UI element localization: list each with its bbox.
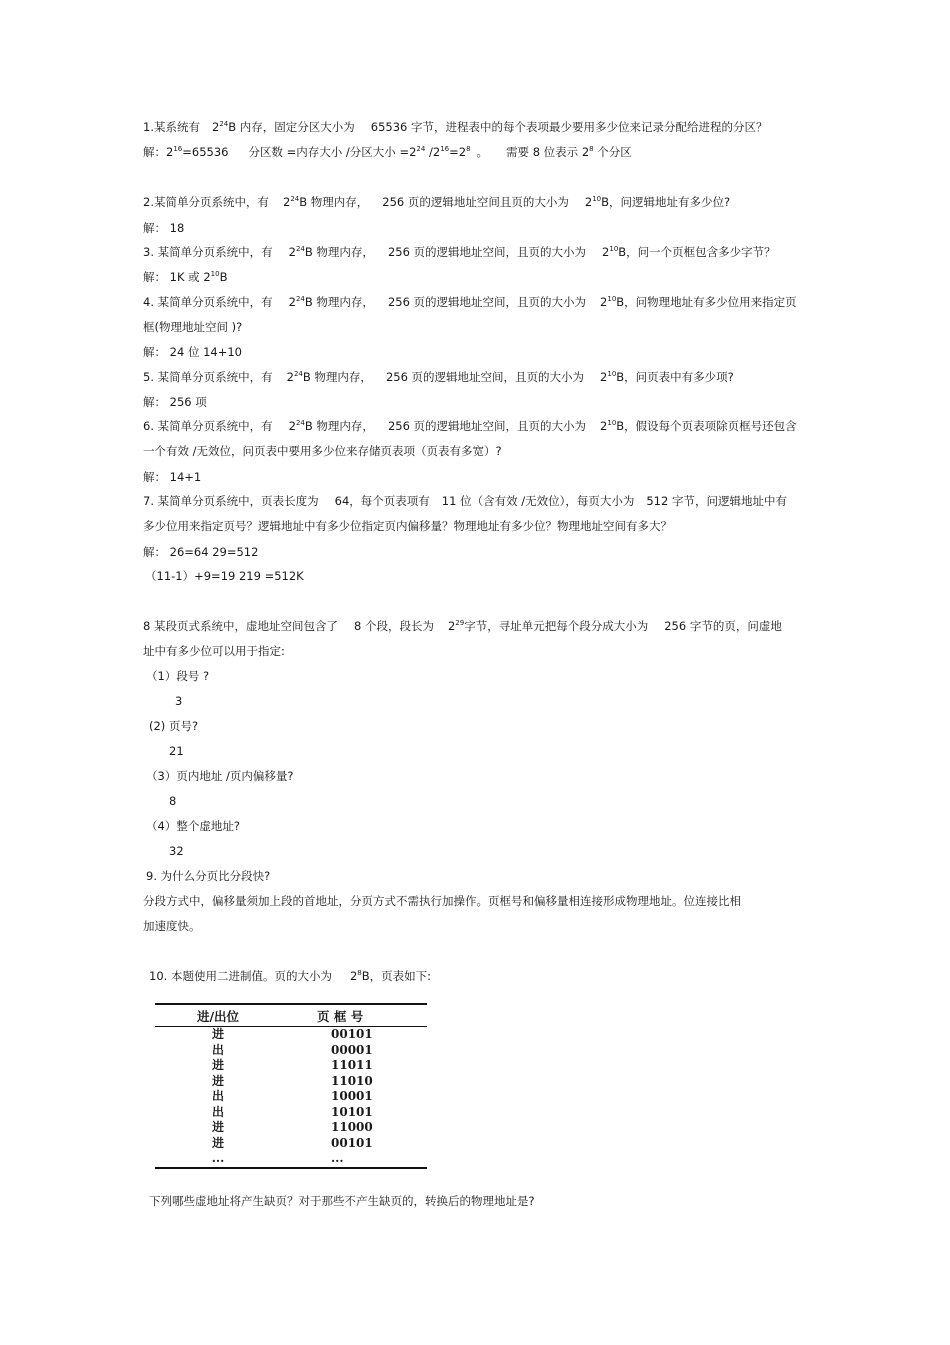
- q8-item-2-label: (2) 页号?: [149, 719, 199, 733]
- q3-answer: 解： 1K 或 $2^{10}B$: [143, 270, 228, 284]
- q7-answer-2: （11-1）+9=19 219 =512K: [145, 569, 304, 583]
- q7-question: 7. 某简单分页系统中，页表长度为 64，每个页表项有 11 位（含有效 /无效位），每页大小为 512 字节，问逻辑地址中有: [143, 494, 787, 508]
- table-cell-frame: 11000: [331, 1120, 373, 1134]
- table-row: [155, 1027, 427, 1043]
- q5-answer: 解： 256 项: [143, 395, 207, 409]
- table-cell-frame: 11010: [331, 1073, 373, 1088]
- q6-question-cont: 一个有效 /无效位，问页表中要用多少位来存储页表项（页表有多宽）?: [143, 444, 502, 458]
- table-cell-inout: 进: [211, 1027, 224, 1041]
- q1-question: 1.某系统有 $2^{24}B$ 内存，固定分区大小为 65536 字节，进程表中的每个表项最少要用多少位来记录分配给进程的分区？: [143, 120, 768, 134]
- table-row: [155, 1151, 427, 1168]
- q6-question: 6. 某简单分页系统中，有 $2^{24}B$ 物理内存， 256 页的逻辑地址空间，且页的大小为 $2^{10}B$，假设每个页表项除页框号还包含: [143, 419, 797, 433]
- q9-question: 9. 为什么分页比分段快?: [146, 869, 271, 883]
- table-cell-frame: ...: [331, 1151, 344, 1165]
- q4-question: 4. 某简单分页系统中，有 $2^{24}B$ 物理内存， 256 页的逻辑地址空间，且页的大小为 $2^{10}B$，问物理地址有多少位用来指定页: [143, 295, 797, 309]
- q10-followup: 下列哪些虚地址将产生缺页？对于那些不产生缺页的，转换后的物理地址是?: [149, 1194, 535, 1208]
- q8-item-4-label: （4）整个虚地址?: [146, 819, 240, 833]
- q7-question-cont: 多少位用来指定页号？逻辑地址中有多少位指定页内偏移量？物理地址有多少位？物理地址空间有多大？: [143, 519, 672, 533]
- page-table: [155, 1003, 427, 1169]
- q8-item-2-value: 21: [169, 744, 184, 758]
- q3-question: 3. 某简单分页系统中，有 $2^{24}B$ 物理内存， 256 页的逻辑地址空间，且页的大小为 $2^{10}B$，问一个页框包含多少字节？: [143, 245, 776, 259]
- q7-answer-1: 解： 26=64 29=512: [143, 545, 259, 559]
- table-row: [155, 1120, 427, 1136]
- table-row: [155, 1089, 427, 1105]
- table-row: [155, 1105, 427, 1121]
- table-row: [155, 1043, 427, 1059]
- table-cell-inout: 出: [211, 1089, 224, 1103]
- table-cell-inout: 进: [211, 1135, 224, 1150]
- q1-answer: 解：$2^{16}=65536$ 分区数 =内存大小 /分区大小 $=2^{24}$ $/2^{16}=2^8$ 。 需要 8 位表示 $2^8$ 个分区: [143, 145, 632, 159]
- table-cell-frame: 10001: [331, 1089, 373, 1103]
- q8-item-1-value: 3: [175, 694, 183, 708]
- q4-answer: 解： 24 位 14+10: [143, 345, 243, 359]
- q9-answer-2: 加速度快。: [143, 919, 201, 933]
- table-cell-inout: 进: [211, 1073, 224, 1088]
- q8-item-3-label: （3）页内地址 /页内偏移量?: [146, 769, 294, 783]
- q8-item-3-value: 8: [169, 794, 177, 808]
- q2-question: 2.某简单分页系统中，有 $2^{24}B$ 物理内存， 256 页的逻辑地址空间且页的大小为 $2^{10}B$，问逻辑地址有多少位?: [143, 195, 731, 209]
- table-cell-frame: 10101: [331, 1104, 373, 1119]
- page-table-header-frame: 页 框 号: [317, 1009, 364, 1024]
- q8-question: 8 某段页式系统中，虚地址空间包含了 8 个段，段长为 $2^{29}$字节，寻址单元把每个段分成大小为 256 字节的页，问虚地: [143, 619, 782, 633]
- table-row: [155, 1058, 427, 1074]
- q9-answer-1: 分段方式中，偏移量须加上段的首地址，分页方式不需执行加操作。页框号和偏移量相连接形成物理地址。位连接比相: [143, 894, 741, 908]
- q8-item-1-label: （1）段号 ?: [146, 669, 210, 683]
- table-cell-inout: 进: [211, 1120, 224, 1134]
- q8-question-cont: 址中有多少位可以用于指定:: [143, 644, 285, 658]
- page-table-figure: [155, 1003, 427, 1175]
- table-row: [155, 1136, 427, 1152]
- table-cell-frame: 00101: [331, 1135, 373, 1150]
- q5-question: 5. 某简单分页系统中，有 $2^{24}B$ 物理内存， 256 页的逻辑地址空间，且页的大小为 $2^{10}B$，问页表中有多少项?: [143, 370, 734, 384]
- page-table-header-inout: 进/出位: [196, 1009, 240, 1024]
- table-row: [155, 1074, 427, 1090]
- q8-item-4-value: 32: [169, 844, 184, 858]
- q6-answer: 解： 14+1: [143, 470, 202, 484]
- table-cell-inout: ...: [211, 1151, 225, 1165]
- table-cell-inout: 进: [211, 1058, 224, 1072]
- q10-intro: 10. 本题使用二进制值。页的大小为 $2^8B$，页表如下:: [149, 969, 432, 983]
- table-cell-inout: 出: [211, 1104, 224, 1119]
- table-cell-frame: 00001: [331, 1042, 373, 1057]
- table-cell-frame: 11011: [331, 1058, 373, 1072]
- table-cell-frame: 00101: [331, 1027, 373, 1041]
- q4-question-cont: 框(物理地址空间 )?: [143, 320, 243, 334]
- table-cell-inout: 出: [211, 1042, 224, 1057]
- q2-answer: 解： 18: [143, 221, 185, 235]
